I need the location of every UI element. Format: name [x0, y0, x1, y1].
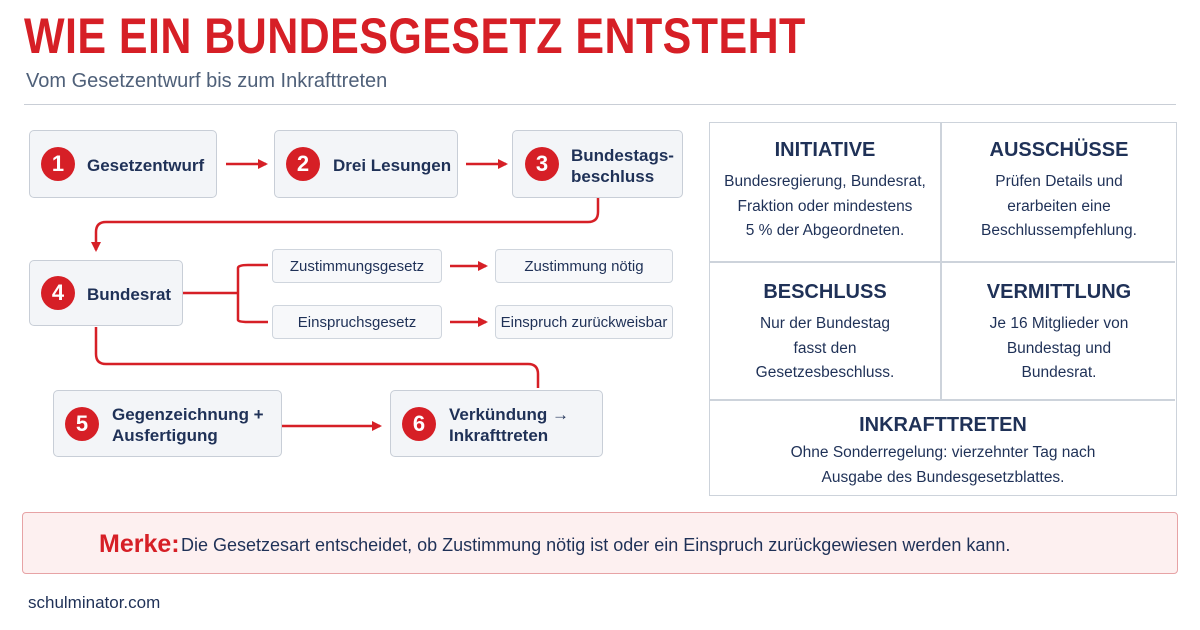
info-heading: BESCHLUSS — [763, 281, 887, 303]
info-ausschuesse — [942, 138, 1176, 244]
info-line: fasst den — [793, 339, 857, 357]
info-line: Je 16 Mitglieder von — [989, 315, 1129, 332]
branch-zustimmungsgesetz: Zustimmungsgesetz — [272, 249, 442, 283]
step-gegenzeichnung — [53, 390, 282, 457]
info-beschluss — [710, 280, 940, 386]
info-text — [942, 170, 1176, 244]
footer-source[interactable]: schulminator.com — [28, 593, 161, 612]
info-line: Bundestag und — [1006, 339, 1112, 357]
branch-result-einspruch: Einspruch zurückweisbar — [495, 305, 673, 339]
step-label-line: Ausfertigung — [112, 426, 218, 445]
step-label-line: Gegenzeichnung + — [112, 405, 264, 424]
step-number-4: 4 — [41, 276, 75, 310]
step-label: Drei Lesungen — [333, 156, 452, 175]
step-label — [112, 404, 264, 446]
info-line: Beschlussempfehlung. — [981, 222, 1137, 239]
info-line: erarbeiten eine — [1007, 197, 1111, 215]
info-line: Fraktion oder mindestens — [737, 197, 913, 215]
info-text — [942, 312, 1176, 386]
info-line: Ohne Sonderregelung: vierzehnter Tag nach — [790, 444, 1096, 461]
step-number-5: 5 — [65, 407, 99, 441]
step-number-2: 2 — [286, 147, 320, 181]
arrow-3-4 — [96, 198, 598, 250]
step-drei-lesungen — [274, 130, 458, 198]
branch-einspruchsgesetz: Einspruchsgesetz — [272, 305, 442, 339]
info-line: Ausgabe des Bundesgesetzblattes. — [821, 468, 1065, 486]
info-line: Prüfen Details und — [995, 173, 1123, 190]
step-label-line: Verkündung → — [449, 405, 569, 424]
merke-note — [22, 512, 1178, 574]
grid-divider — [710, 261, 1175, 263]
step-number-6: 6 — [402, 407, 436, 441]
bracket-4-branches — [183, 265, 268, 322]
step-label-line: Inkrafttreten — [449, 426, 549, 445]
step-label-line: Bundestags- — [571, 146, 674, 165]
step-label — [571, 145, 674, 187]
info-line: 5 % der Abgeordneten. — [745, 222, 905, 239]
info-text — [710, 441, 1176, 490]
info-text — [710, 170, 940, 244]
page-subtitle: Vom Gesetzentwurf bis zum Inkrafttreten — [26, 70, 388, 92]
info-line: Gesetzesbeschluss. — [755, 364, 895, 381]
step-gesetzentwurf — [29, 130, 217, 198]
info-grid — [709, 122, 1177, 496]
info-line: Bundesregierung, Bundesrat, — [724, 173, 926, 190]
info-heading: INKRAFTTRETEN — [859, 414, 1027, 436]
info-vermittlung — [942, 280, 1176, 386]
step-label: Gesetzentwurf — [87, 156, 205, 175]
grid-divider — [710, 399, 1175, 401]
step-number-3: 3 — [525, 147, 559, 181]
branch-result-zustimmung: Zustimmung nötig — [495, 249, 673, 283]
info-heading: VERMITTLUNG — [986, 281, 1132, 303]
info-text — [710, 312, 940, 386]
info-initiative — [710, 138, 940, 244]
merke-text: Die Gesetzesart entscheidet, ob Zustimmung nötig ist oder ein Einspruch zurückgewiesen werden kann. — [181, 535, 1011, 555]
info-heading: INITIATIVE — [774, 139, 876, 161]
info-heading: AUSSCHÜSSE — [989, 139, 1129, 161]
info-line: Nur der Bundestag — [759, 315, 891, 332]
step-label — [449, 404, 569, 446]
step-number-1: 1 — [41, 147, 75, 181]
info-inkrafttreten — [710, 413, 1176, 490]
info-line: Bundesrat. — [1021, 364, 1097, 381]
page-title: WIE EIN BUNDESGESETZ ENTSTEHT — [24, 8, 806, 64]
step-bundestagsbeschluss — [512, 130, 683, 198]
step-label: Bundesrat — [87, 285, 172, 304]
step-label-line: beschluss — [571, 167, 655, 186]
step-verkuendung — [390, 390, 603, 457]
merke-label: Merke: — [99, 530, 180, 558]
step-bundesrat — [29, 260, 183, 326]
